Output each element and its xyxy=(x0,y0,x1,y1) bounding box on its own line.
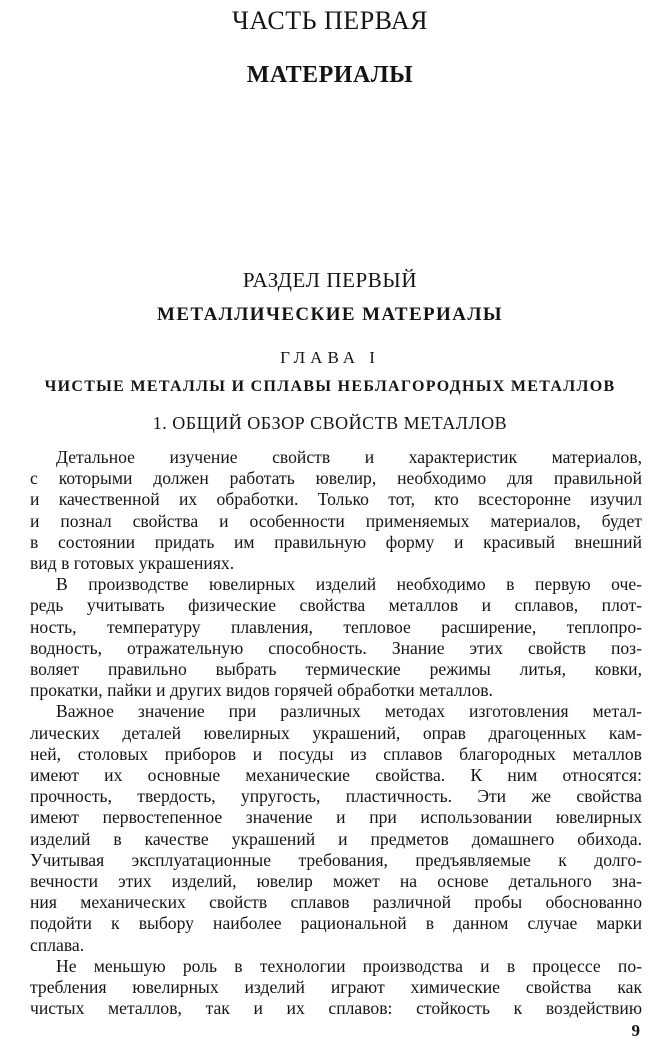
section-subtitle: МЕТАЛЛИЧЕСКИЕ МАТЕРИАЛЫ xyxy=(157,304,503,325)
text-line: водность, отражательную способность. Знание этих свойств поз- xyxy=(30,637,642,658)
paragraph xyxy=(30,701,642,955)
paragraph xyxy=(30,956,642,1020)
page-number: 9 xyxy=(631,1021,640,1040)
section-title: РАЗДЕЛ ПЕРВЫЙ xyxy=(242,268,418,292)
text-line: требления ювелирных изделий играют химические свойства как xyxy=(30,977,642,998)
text-line: ния механических свойств сплавов различной пробы обоснованно xyxy=(30,892,642,913)
paragraph xyxy=(30,447,642,574)
paragraph xyxy=(30,574,642,701)
text-line: воляет правильно выбрать термические режимы литья, ковки, xyxy=(30,659,642,680)
text-line: Учитывая эксплуатационные требования, предъявляемые к долго- xyxy=(30,849,642,870)
text-line: имеют их основные механические свойства. К ним относятся: xyxy=(30,765,642,786)
text-line: редь учитывать физические свойства металлов и сплавов, плот- xyxy=(30,595,642,616)
text-line: В производстве ювелирных изделий необходимо в первую оче- xyxy=(56,574,642,595)
text-line: с которыми должен работать ювелир, необходимо для правильной xyxy=(30,468,642,489)
part-subtitle: МАТЕРИАЛЫ xyxy=(246,62,414,88)
chapter-title: ЧИСТЫЕ МЕТАЛЛЫ И СПЛАВЫ НЕБЛАГОРОДНЫХ МЕТАЛЛОВ xyxy=(44,378,616,395)
text-line: прочность, твердость, упругость, пластичность. Эти же свойства xyxy=(30,786,642,807)
text-line: Детальное изучение свойств и характеристик материалов, xyxy=(56,447,642,467)
text-line: ней, столовых приборов и посуды из сплавов благородных металлов xyxy=(30,743,642,764)
text-line: Не меньшую роль в технологии производства и в процессе по- xyxy=(56,955,642,976)
text-line: сплава. xyxy=(30,934,85,955)
text-line: вид в готовых украшениях. xyxy=(30,553,235,574)
text-line: Важное значение при различных методах изготовления метал- xyxy=(56,701,642,722)
chapter-label: ГЛАВА I xyxy=(280,348,380,367)
text-line: лических деталей ювелирных украшений, оправ драгоценных кам- xyxy=(30,722,642,743)
text-line: и качественной их обработки. Только тот, кто всесторонне изучил xyxy=(30,489,642,510)
text-line: вечности этих изделий, ювелир может на основе детального зна- xyxy=(30,871,642,892)
text-line: чистых металлов, так и их сплавов: стойкость к воздействию xyxy=(30,998,642,1019)
subsection-title: 1. ОБЩИЙ ОБЗОР СВОЙСТВ МЕТАЛЛОВ xyxy=(152,413,508,433)
text-line: ность, температуру плавления, тепловое расширение, теплопро- xyxy=(30,616,642,637)
text-line: прокатки, пайки и других видов горячей обработки металлов. xyxy=(30,680,493,701)
text-line: имеют первостепенное значение и при использовании ювелирных xyxy=(30,807,642,828)
part-title: ЧАСТЬ ПЕРВАЯ xyxy=(232,6,428,35)
text-line: в состоянии придать им правильную форму и красивый внешний xyxy=(30,531,642,552)
text-line: подойти к выбору наиболее рациональной в данном случае марки xyxy=(30,913,642,934)
body-text xyxy=(30,447,642,1019)
text-line: изделий в качестве украшений и предметов домашнего обихода. xyxy=(30,828,642,849)
text-line: и познал свойства и особенности применяемых материалов, будет xyxy=(30,510,642,531)
